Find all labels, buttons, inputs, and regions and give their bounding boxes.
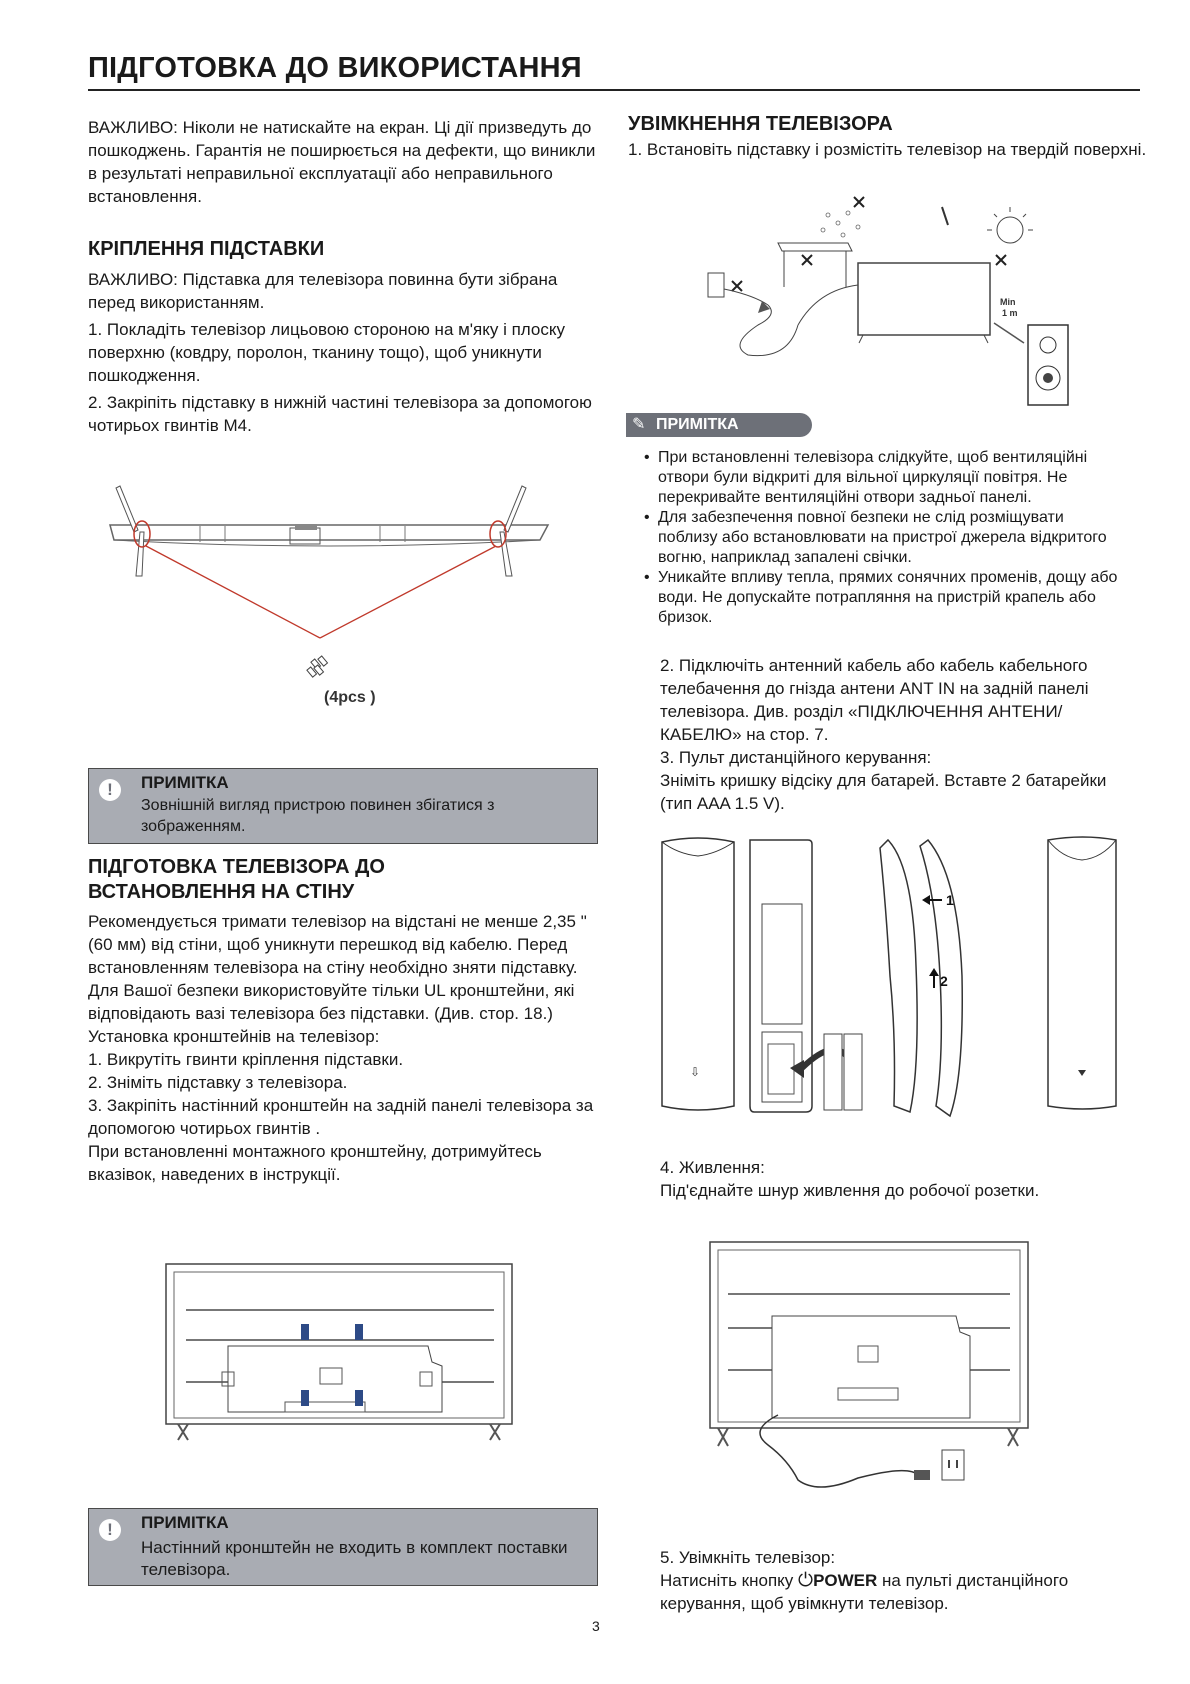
note-body: Зовнішній вигляд пристрою повинен збігатися з зображенням. bbox=[141, 797, 495, 835]
stand-illustration bbox=[100, 480, 560, 720]
note-body: Настінний кронштейн не входить в комплект поставки телевізора. bbox=[141, 1538, 568, 1579]
stand-important: ВАЖЛИВО: Підставка для телевізора повинна бути зібрана перед використанням. bbox=[88, 270, 558, 312]
power-icon: ⏻ bbox=[798, 1570, 814, 1591]
power-step-4-title: 4. Живлення: bbox=[660, 1158, 765, 1177]
note-bullet: • Для забезпечення повної безпеки не слід розміщувати поблизу або встановлювати на пристрої джерела відкритого вогню, наприклад запалені свічки. bbox=[644, 508, 1124, 568]
power-step-5-title: 5. Увімкніть телевізор: bbox=[660, 1548, 836, 1567]
exclamation-icon: ! bbox=[99, 779, 121, 801]
note-bracket bbox=[88, 1508, 598, 1586]
note-bullet: • При встановленні телевізора слідкуйте, щоб вентиляційні отвори були відкриті для вільної циркуляції повітря. Не перекривайте вентиляційні отвори задньої панелі. bbox=[644, 448, 1124, 508]
step-5 bbox=[660, 1546, 1140, 1615]
wall-step-2: 2. Зніміть підставку з телевізора. bbox=[88, 1073, 348, 1092]
arrow-1-label: 1 bbox=[946, 892, 954, 908]
note-bullet: • Уникайте впливу тепла, прямих сонячних променів, дощу або води. Не допускайте потрапляння на пристрій крапель або бризок. bbox=[644, 568, 1124, 628]
note-title: ПРИМІТКА bbox=[141, 1513, 229, 1532]
power-step-4-body: Під'єднайте шнур живлення до робочої розетки. bbox=[660, 1181, 1040, 1200]
wall-step-3: 3. Закріпіть настінний кронштейн на задній панелі телевізора за допомогою чотирьох гвинтів . bbox=[88, 1096, 594, 1138]
wall-text bbox=[88, 910, 598, 1186]
min-label: Min bbox=[1000, 297, 1016, 307]
power-illustration bbox=[708, 1240, 1038, 1500]
note-bullets bbox=[644, 448, 1124, 628]
note-label: ✎ ПРИМІТКА bbox=[626, 413, 812, 437]
pencil-icon: ✎ bbox=[632, 416, 646, 433]
wall-p1: Рекомендується тримати телевізор на відстані не менше 2,35 "(60 мм) від стіни, щоб уникнути перешкод від кабелю. Перед встановленням телевізора на стіну необхідно зняти підставку. bbox=[88, 912, 587, 977]
power-step-3-body: Зніміть кришку відсіку для батарей. Вставте 2 батарейки (тип AAA 1.5 V). bbox=[660, 771, 1107, 813]
arrow-2-label: 2 bbox=[940, 973, 948, 989]
screws-label: (4pcs ) bbox=[324, 689, 376, 706]
svg-text:⇩: ⇩ bbox=[690, 1065, 701, 1079]
wall-heading: ПІДГОТОВКА ТЕЛЕВІЗОРА ДО ВСТАНОВЛЕННЯ НА СТІНУ bbox=[88, 856, 385, 903]
power-step-5-body: Натисніть кнопку ⏻POWER на пульті дистанційного керування, щоб увімкнути телевізор. bbox=[660, 1570, 1069, 1613]
wall-p2: Для Вашої безпеки використовуйте тільки UL кронштейни, які відповідають вазі телевізора без підставки. (Див. стор. 18.) bbox=[88, 981, 575, 1023]
wall-p7: При встановленні монтажного кронштейну, дотримуйтесь вказівок, наведених в інструкції. bbox=[88, 1142, 542, 1184]
power-step-1: 1. Встановіть підставку і розмістіть телевізор на твердій поверхні. bbox=[628, 140, 1147, 159]
step-4 bbox=[660, 1156, 1130, 1202]
steps-2-3 bbox=[660, 654, 1130, 815]
placement-illustration bbox=[698, 195, 1078, 410]
important-paragraph: ВАЖЛИВО: Ніколи не натискайте на екран. Ці дії призведуть до пошкоджень. Гарантія не поширюється на дефекти, що виникли в результаті неправильної експлуатації або неправильного встановлення. bbox=[88, 118, 596, 206]
wall-step-1: 1. Викрутіть гвинти кріплення підставки. bbox=[88, 1050, 404, 1069]
min-value: 1 m bbox=[1002, 308, 1018, 318]
stand-heading: КРІПЛЕННЯ ПІДСТАВКИ bbox=[88, 238, 325, 260]
power-button-name: POWER bbox=[813, 1571, 878, 1590]
power-step-3-title: 3. Пульт дистанційного керування: bbox=[660, 748, 932, 767]
exclamation-icon: ! bbox=[99, 1519, 121, 1541]
note-title: ПРИМІТКА bbox=[141, 773, 229, 792]
stand-step-1: 1. Покладіть телевізор лицьовою стороною на м'яку і плоску поверхню (ковдру, поролон, тканину тощо), щоб уникнути пошкодження. bbox=[88, 320, 566, 385]
stand-step-2: 2. Закріпіть підставку в нижній частині телевізора за допомогою чотирьох гвинтів M4. bbox=[88, 393, 592, 435]
power-on-heading: УВІМКНЕННЯ ТЕЛЕВІЗОРА bbox=[628, 113, 893, 135]
note-appearance bbox=[88, 768, 598, 844]
power-step-2: 2. Підключіть антенний кабель або кабель кабельного телебачення до гнізда антени ANT IN на задній панелі телевізора. Див. розділ «ПІДКЛЮЧЕННЯ АНТЕНИ/КАБЕЛЮ» на стор. 7. bbox=[660, 656, 1089, 744]
page-title: ПІДГОТОВКА ДО ВИКОРИСТАННЯ bbox=[88, 52, 1140, 91]
wall-mount-illustration bbox=[160, 1262, 520, 1442]
page-number: 3 bbox=[592, 1618, 600, 1634]
remote-illustration bbox=[658, 836, 1120, 1120]
wall-p3: Установка кронштейнів на телевізор: bbox=[88, 1027, 380, 1046]
